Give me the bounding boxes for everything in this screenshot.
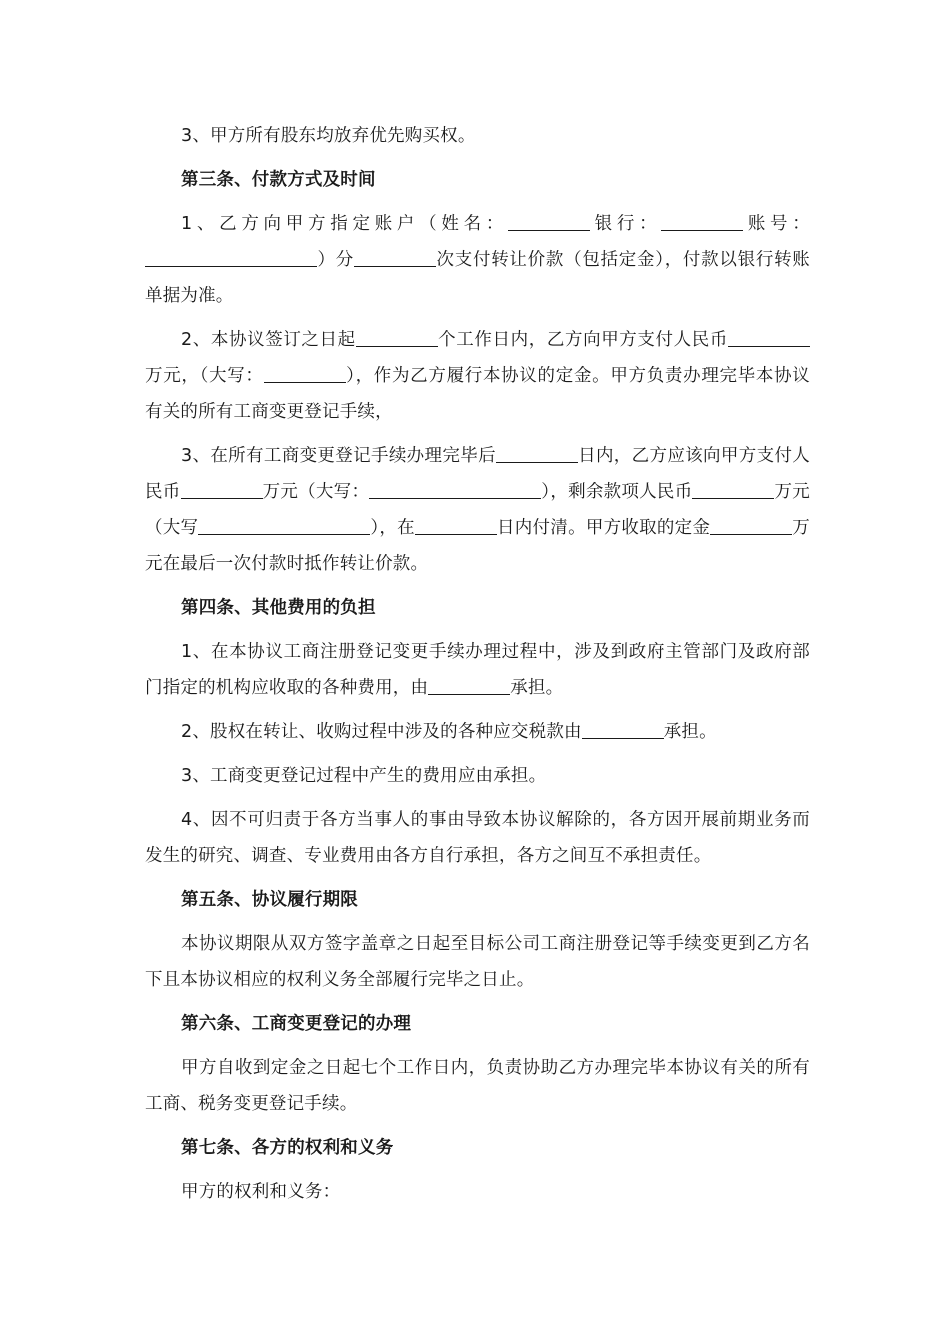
blank-remaining-words-field[interactable] <box>198 514 370 535</box>
text: 4、因不可归责于各方当事人的事由导致本协议解除的，各方因开展前期业务而发生的研究、调查、专业费用由各方自行承担，各方之间互不承担责任。 <box>145 810 810 866</box>
text: 银行： <box>590 214 662 234</box>
blank-payment-words-field[interactable] <box>369 478 541 499</box>
text: 个工作日内，乙方向甲方支付人民币 <box>437 330 728 350</box>
clause-2-item-3 <box>145 118 810 154</box>
article-5-heading: 第五条、协议履行期限 <box>181 890 358 910</box>
text: 日内付清。甲方收取的定金 <box>496 518 711 538</box>
article-5-body <box>145 926 810 998</box>
text: 次支付转让价款（包括定金），付款以银行转账单据为准。 <box>145 250 810 306</box>
document-page <box>145 118 810 1218</box>
text: 万元（大写： <box>262 482 370 502</box>
article-6-body <box>145 1050 810 1122</box>
article-4-heading: 第四条、其他费用的负担 <box>181 598 376 618</box>
blank-remaining-amount-field[interactable] <box>692 478 774 499</box>
text: 万元（大写 <box>145 482 811 538</box>
text: 3、工商变更登记过程中产生的费用应由承担。 <box>181 766 547 786</box>
blank-fee-bearer-field[interactable] <box>428 674 510 695</box>
blank-workdays-field[interactable] <box>356 326 438 347</box>
article-3-item-1 <box>145 206 810 314</box>
text: 承担。 <box>663 722 717 742</box>
blank-payment-amount-field[interactable] <box>181 478 263 499</box>
text: 账号： <box>743 214 810 234</box>
blank-deposit-words-field[interactable] <box>264 362 346 383</box>
article-7-heading: 第七条、各方的权利和义务 <box>181 1138 394 1158</box>
text: 日内，乙方应该向甲方支付人民币 <box>145 446 810 502</box>
text: 承担。 <box>510 678 564 698</box>
text: 2、股权在转让、收购过程中涉及的各种应交税款由 <box>181 722 582 742</box>
text: 本协议期限从双方签字盖章之日起至目标公司工商注册登记等手续变更到乙方名下且本协议相应的权利义务全部履行完毕之日止。 <box>145 934 810 990</box>
text: ）分 <box>317 250 354 270</box>
blank-account-field[interactable] <box>145 246 317 267</box>
article-4-item-4 <box>145 802 810 874</box>
text: 3、甲方所有股东均放弃优先购买权。 <box>181 126 476 146</box>
text: ），在 <box>370 518 415 538</box>
article-3-item-2 <box>145 322 810 430</box>
blank-deposit-offset-field[interactable] <box>710 514 792 535</box>
text: 甲方的权利和义务： <box>181 1182 341 1202</box>
article-4-item-1 <box>145 634 810 706</box>
text: ），作为乙方履行本协议的定金。甲方负责办理完毕本协议有关的所有工商变更登记手续， <box>145 366 811 422</box>
blank-days-field[interactable] <box>496 442 578 463</box>
text: 2、本协议签订之日起 <box>181 330 356 350</box>
blank-bank-field[interactable] <box>661 210 743 231</box>
blank-tax-bearer-field[interactable] <box>582 718 664 739</box>
article-7-party-a-rights <box>145 1174 810 1210</box>
article-4-item-2 <box>145 714 810 750</box>
text: 1、在本协议工商注册登记变更手续办理过程中，涉及到政府主管部门及政府部门指定的机构应收取的各种费用，由 <box>145 642 810 698</box>
text: 万元，（大写： <box>145 366 264 386</box>
article-6-heading: 第六条、工商变更登记的办理 <box>181 1014 412 1034</box>
text: 甲方自收到定金之日起七个工作日内，负责协助乙方办理完毕本协议有关的所有工商、税务变更登记手续。 <box>145 1058 810 1114</box>
blank-settle-days-field[interactable] <box>415 514 497 535</box>
blank-deposit-amount-field[interactable] <box>728 326 810 347</box>
text: 万元在最后一次付款时抵作转让价款。 <box>145 518 810 574</box>
text: 3、在所有工商变更登记手续办理完毕后 <box>181 446 496 466</box>
text: 1、乙方向甲方指定账户（姓名： <box>181 214 509 234</box>
article-3-heading: 第三条、付款方式及时间 <box>181 170 376 190</box>
blank-name-field[interactable] <box>508 210 590 231</box>
article-4-item-3 <box>145 758 810 794</box>
blank-installments-field[interactable] <box>354 246 436 267</box>
article-3-item-3 <box>145 438 810 582</box>
text: ），剩余款项人民币 <box>541 482 693 502</box>
